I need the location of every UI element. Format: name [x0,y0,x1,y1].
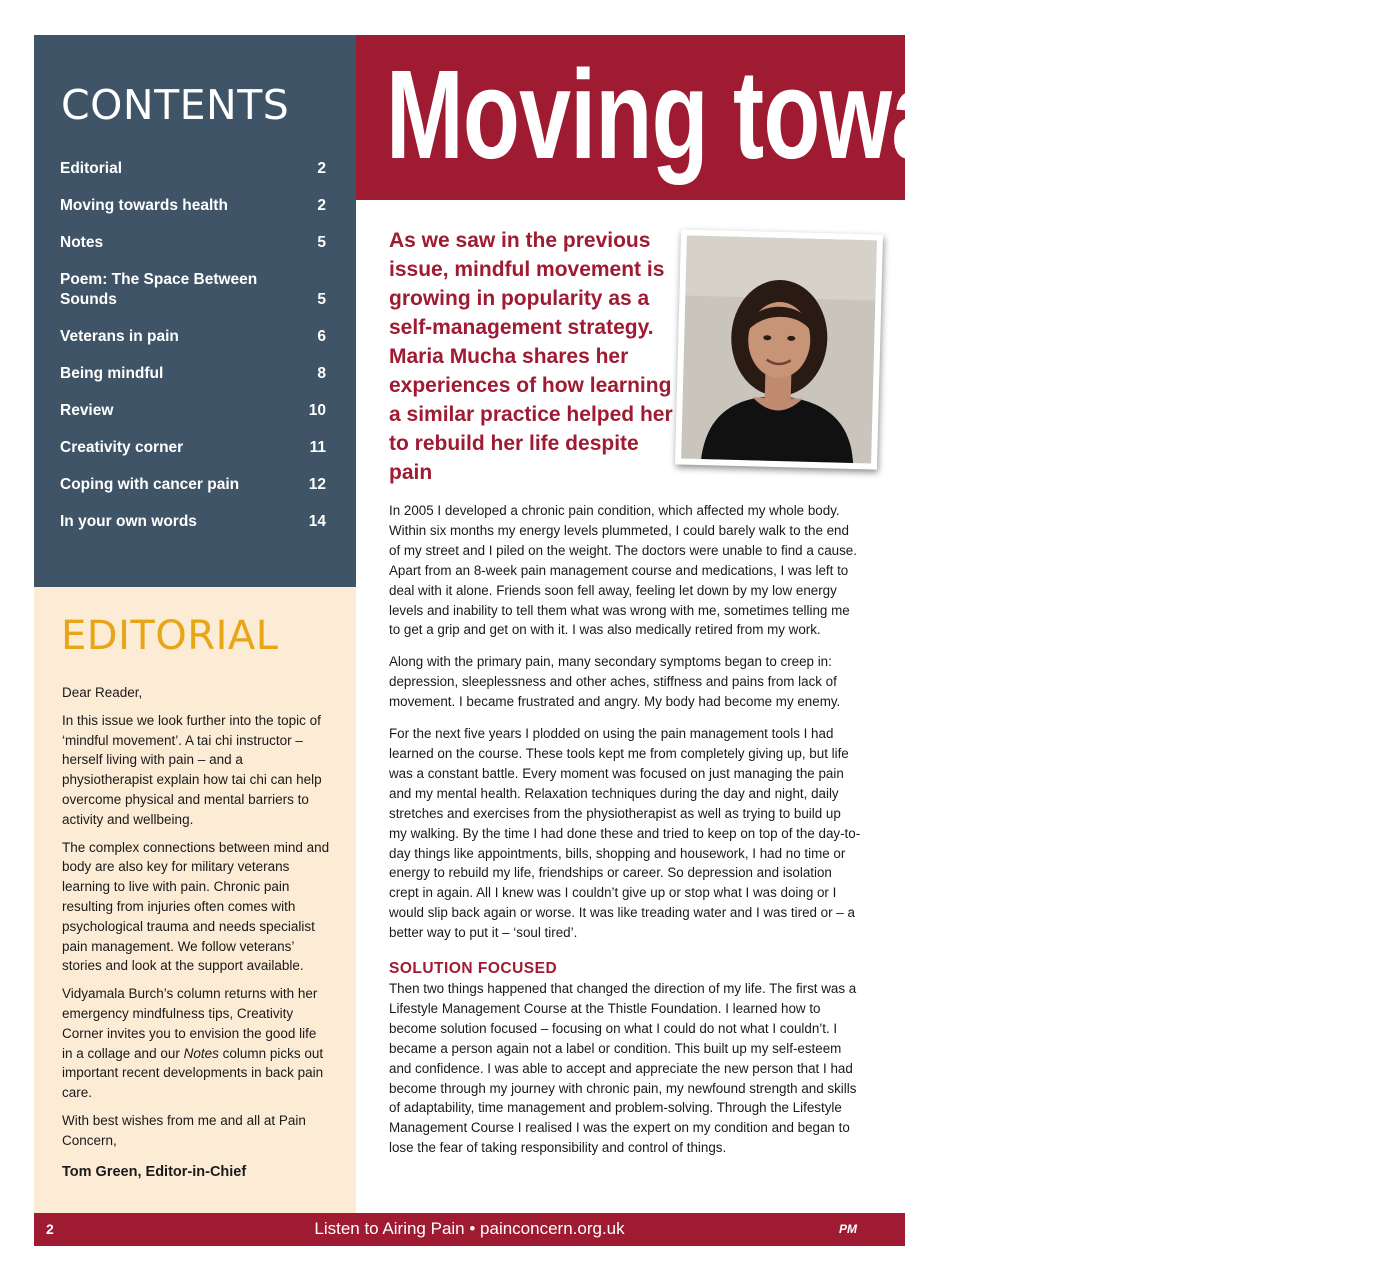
contents-title: CONTENTS [61,81,290,129]
editorial-greeting: Dear Reader, [62,685,143,700]
contents-item[interactable] [60,512,326,532]
editorial-paragraph [62,984,330,1103]
contents-item[interactable] [60,438,326,458]
footer-link-text[interactable]: Listen to Airing Pain • painconcern.org.uk [314,1219,625,1238]
editorial-signature: Tom Green, Editor-in-Chief [62,1163,247,1180]
article-standfirst: As we saw in the previous issue, mindful movement is growing in popularity as a self-management strategy. Maria Mucha shares her experiences of how learning a similar practice helped her to rebuild her life despite pain [389,229,673,484]
contents-item-title: Being mindful [60,365,164,382]
article-paragraph: For the next five years I plodded on using the pain management tools I had learned on the course. These tools kept me from completely giving up, but life was a constant battle. Every moment was focused on just managing the pain and my mental health. Relaxation techniques during the day and night, daily stretches and exercises from the physiotherapist as well as trying to build up my walking. By the time I had done these and tried to keep on top of the day-to-day things like appointments, bills, shopping and housework, I had no time or energy to rebuild my life, friendships or career. So depression and isolation crept in again. All I knew was I couldn’t give up or stop what I was doing or I would slip back again or worse. It was like treading water and I was tired or – a better way to put it – ‘soul tired’. [389,726,861,941]
editorial-text: column picks out important recent developments in back pain care. [62,1045,324,1101]
contents-item-title: Creativity corner [60,439,184,456]
contents-item-page: 11 [309,439,326,456]
contents-item-title: Poem: The Space Between Sounds [60,271,258,308]
pain-matters-logo: PM [839,1222,857,1236]
contents-item[interactable] [60,159,326,179]
contents-item-page: 8 [317,365,326,382]
page-number: 2 [46,1221,54,1237]
contents-item-page: 5 [317,291,326,308]
contents-item-title: In your own words [60,513,197,530]
contents-item[interactable] [60,270,326,310]
contents-item[interactable] [60,475,326,495]
article-body [389,501,861,1170]
contents-item-title: Coping with cancer pain [60,476,240,493]
contents-item-title: Editorial [60,160,123,177]
editorial-closing: With best wishes from me and all at Pain Concern, [62,1112,306,1148]
contents-list [60,159,326,549]
contents-item-page: 14 [308,513,326,530]
contents-item[interactable] [60,327,326,347]
article-paragraph: In 2005 I developed a chronic pain condition, which affected my whole body. Within six months my energy levels plummeted, I could barely walk to the end of my street and I piled on the weight. The doctors were unable to find a cause. Apart from an 8-week pain management course and medications, I was left to deal with it alone. Friends soon fell away, feeling let down by my low energy levels and inability to tell them what was wrong with me, sometimes telling me to get a grip and get on with it. I was also medically retired from my work. [389,503,857,638]
author-photo [675,229,883,469]
contents-item[interactable] [60,401,326,421]
contents-item-title: Veterans in pain [60,328,179,345]
contents-item-page: 5 [317,234,326,251]
editorial-panel [34,587,356,1213]
contents-item[interactable] [60,364,326,384]
contents-item[interactable] [60,196,326,216]
editorial-paragraph: The complex connections between mind and body are also key for military veterans learning to live with pain. Chronic pain resulting from injuries often comes with psychological trauma and needs specialist pain management. We follow veterans’ stories and look at the support available. [62,839,330,974]
contents-item-title: Moving towards health [60,197,228,214]
editorial-title: EDITORIAL [61,613,279,659]
article-headline: Moving towards health [386,44,1381,185]
editorial-text: Vidyamala Burch’s column returns with her emergency mindfulness tips, Creativity Corner invites you to envision the good life in a collage and our [62,986,318,1061]
footer-bar [34,1213,905,1246]
contents-item-page: 12 [308,476,326,493]
article-subhead: SOLUTION FOCUSED [389,960,558,978]
article-paragraph: Along with the primary pain, many secondary symptoms began to creep in: depression, sleeplessness and other aches, stiffness and pains from lack of movement. I became frustrated and angry. My body had become my enemy. [389,654,841,710]
author-portrait-image [681,236,877,464]
contents-item[interactable] [60,233,326,253]
headline-bar [356,35,1381,200]
contents-item-page: 2 [317,197,326,214]
contents-panel [34,35,356,587]
contents-item-title: Notes [60,234,104,251]
editorial-body [62,683,330,1190]
contents-item-page: 6 [317,328,326,345]
notes-emphasis: Notes [183,1045,219,1061]
contents-item-page: 10 [308,402,326,419]
article-paragraph: Then two things happened that changed the direction of my life. The first was a Lifestyle Management Course at the Thistle Foundation. I learned how to become solution focused – focusing on what I could do not what I couldn’t. I became a person again not a label or condition. This built up my self-esteem and confidence. I was able to accept and appreciate the new person that I had become through my journey with chronic pain, my newfound strength and skills of adaptability, time management and problem-solving. Through the Lifestyle Management Course I realised I was the expert on my condition and began to lose the fear of taking responsibility and control of things. [389,981,857,1156]
editorial-paragraph: In this issue we look further into the topic of ‘mindful movement’. A tai chi instructor – herself living with pain – and a physiotherapist explain how tai chi can help overcome physical and mental barriers to activity and wellbeing. [62,712,322,827]
contents-item-title: Review [60,402,114,419]
contents-item-page: 2 [317,160,326,177]
